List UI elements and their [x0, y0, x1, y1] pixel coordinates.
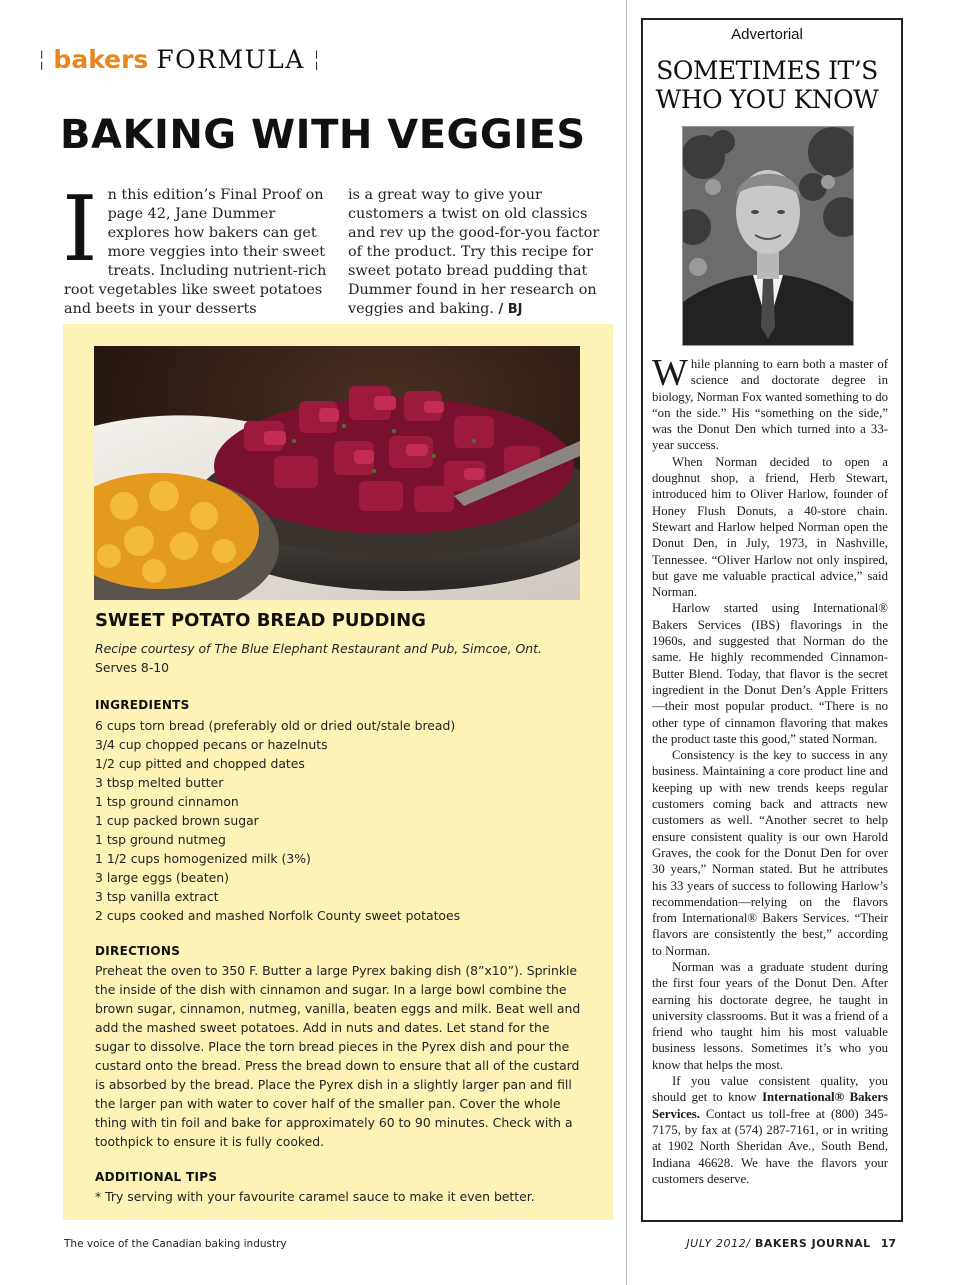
- ingredients-list: [95, 716, 460, 925]
- advertorial-title-line-1: SOMETIMES IT’S: [656, 56, 878, 85]
- roasted-vegetables-image: [94, 346, 580, 600]
- ingredient-item: 3 tbsp melted butter: [95, 775, 224, 790]
- footer-date: JULY 2012/: [686, 1237, 751, 1250]
- portrait-photo: [682, 126, 854, 346]
- advertorial-paragraph-3: Harlow started using International® Bakers Services (IBS) flavorings in the 1960s, and suggested that Norman do the same. He highly recommended Cinnamon-Butter Blend. Today, that flavor is the secret ingredient in the Donut Den’s Apple Fritters—their most popular product. “There is no other type of cinnamon flavoring that makes the product taste this good,” stated Norman.: [652, 601, 888, 746]
- advertorial-paragraph-2: When Norman decided to open a doughnut shop, a friend, Herb Stewart, introduced him to Oliver Harlow, founder of Honey Flush Donuts, a 40-store chain. Stewart and Harlow helped Norman open the Donut Den, in July, 1973, in Nashville, Tennessee. “Oliver Harlow not only inspired, but gave me valuable practical advice,” said Norman.: [652, 454, 888, 600]
- intro-column-2: [348, 186, 616, 319]
- recipe-photo: [94, 346, 580, 600]
- advertorial-text-1: hile planning to earn both a master of science and doctorate degree in biology, Norman Fox wanted something to do “on the side.” His “something on the side,” was the Donut Den which turned into a 33-year success.: [652, 357, 888, 453]
- ingredient-item: 3 large eggs (beaten): [95, 870, 229, 885]
- portrait-image: [683, 127, 853, 345]
- recipe-title: SWEET POTATO BREAD PUDDING: [95, 610, 426, 631]
- intro-text-2: is a great way to give your customers a twist on old classics and rev up the good-for-you factor of the product. Try this recipe for sweet potato bread pudding that Dummer found in her research on veggies and baking.: [348, 187, 600, 317]
- advertorial-title-line-2: WHO YOU KNOW: [655, 85, 879, 114]
- directions-heading: DIRECTIONS: [95, 944, 181, 958]
- advertorial-paragraph-5: Norman was a graduate student during the first four years of the Donut Den. After earning his doctorate degree, he taught in university classrooms. But it was a friend of a friend who taught him his most valuable business lessons. Sometimes it’s who you know that helps the most.: [652, 959, 888, 1072]
- ingredient-item: 3 tsp vanilla extract: [95, 889, 219, 904]
- advertorial-paragraph-4: Consistency is the key to success in any business. Maintaining a core product line and keeping up with new trends keeps regular customers coming back and attracts new customers as well. “Another secret to help ensure consistent quality is our own Harold Graves, the cook for the Donut Den for over 30 years,” Norman stated. But he attributes his 33 years of success to following Harlow’s recommendation—relying on the flavors from International® Bakers Services. “Their flavors are consistently the best,” according to Norman.: [652, 748, 888, 958]
- ingredient-item: 1 tsp ground cinnamon: [95, 794, 239, 809]
- intro-column-1: [62, 177, 336, 319]
- drop-cap: I: [62, 177, 98, 282]
- directions-text: Preheat the oven to 350 F. Butter a large Pyrex baking dish (8”x10”). Sprinkle the inside of the dish with cinnamon and sugar. In a large bowl combine the brown sugar, cinnamon, nutmeg, vanilla, beaten eggs and milk. Beat well and add the mashed sweet potatoes. Add in nuts and dates. Let stand for the sugar to dissolve. Place the torn bread pieces in the Pyrex dish and pour the custard onto the bread. Press the bread down to ensure that all of the custard is absorbed by the bread. Place the Pyrex dish in a slightly larger pan and fill the larger pan with water to cover half of the smaller pan. Cover the whole thing with tin foil and bake for approximately 60 to 90 minutes. Check with a toothpick to ensure it is fully cooked.: [95, 963, 581, 1149]
- section-formula-label: FORMULA: [156, 44, 305, 74]
- header-divider-right: ¦: [312, 46, 321, 72]
- section-header: [38, 42, 320, 76]
- ingredient-item: 1 tsp ground nutmeg: [95, 832, 226, 847]
- advertorial-text-6b: Contact us toll-free at (800) 345-7175, by fax at (574) 287-7161, or in writing at 1902 North Sheridan Ave., South Bend, Indiana 46628. We have the flavors your customers deserve.: [652, 1106, 888, 1186]
- advertorial-title: [641, 56, 893, 114]
- ingredient-item: 1 cup packed brown sugar: [95, 813, 259, 828]
- advertorial-paragraph-1: [652, 352, 888, 454]
- ingredient-item: 6 cups torn bread (preferably old or dried out/stale bread): [95, 718, 456, 733]
- advertorial-label: Advertorial: [731, 26, 803, 43]
- ingredient-item: 1/2 cup pitted and chopped dates: [95, 756, 305, 771]
- recipe-serves: Serves 8-10: [95, 660, 170, 675]
- recipe-courtesy: Recipe courtesy of The Blue Elephant Restaurant and Pub, Simcoe, Ont.: [95, 641, 542, 656]
- footer-journal: BAKERS JOURNAL: [750, 1237, 871, 1250]
- page-number: 17: [880, 1237, 896, 1250]
- ingredient-item: 3/4 cup chopped pecans or hazelnuts: [95, 737, 328, 752]
- article-title: BAKING WITH VEGGIES: [60, 112, 586, 158]
- ingredient-item: 1 1/2 cups homogenized milk (3%): [95, 851, 311, 866]
- ingredients-heading: INGREDIENTS: [95, 698, 190, 712]
- advertorial-text-6a: If you value consistent quality, you should get to know: [652, 1074, 888, 1105]
- author-signature: / BJ: [493, 302, 523, 317]
- footer-tagline: The voice of the Canadian baking industry: [64, 1238, 287, 1250]
- advertorial-body: [652, 352, 889, 1187]
- section-bakers-label: bakers: [53, 44, 149, 74]
- footer-info: [640, 1237, 896, 1250]
- ingredient-item: 2 cups cooked and mashed Norfolk County sweet potatoes: [95, 908, 461, 923]
- advertorial-company-name: International® Bakers Services.: [652, 1090, 889, 1121]
- header-divider-left: ¦: [38, 46, 46, 72]
- tips-text: * Try serving with your favourite caramel sauce to make it even better.: [95, 1189, 535, 1204]
- intro-text-1: n this edition’s Final Proof on page 42, Jane Dummer explores how bakers can get more veggies into their sweet treats. Including nutrient-rich root vegetables like sweet potatoes and beets in your desserts: [64, 187, 327, 317]
- advertorial-paragraph-6: [652, 1073, 888, 1187]
- advertorial-drop-cap: W: [652, 352, 688, 394]
- column-separator: [626, 0, 627, 1285]
- tips-heading: ADDITIONAL TIPS: [95, 1170, 218, 1184]
